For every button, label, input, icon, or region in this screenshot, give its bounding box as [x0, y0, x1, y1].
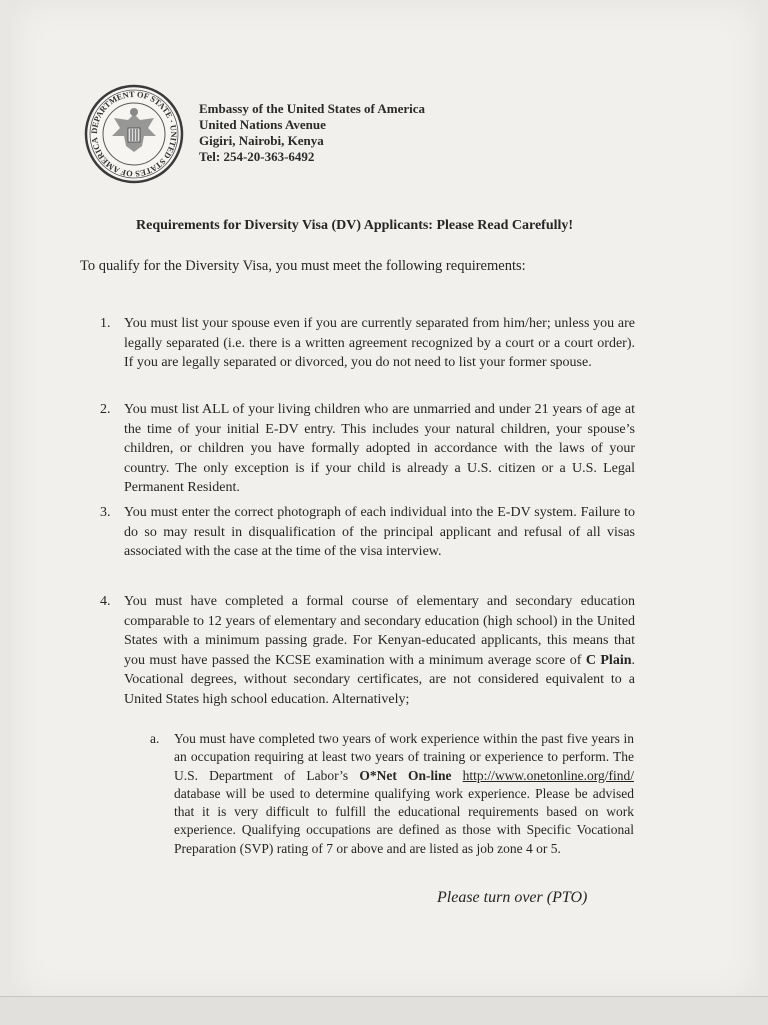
document-title: Requirements for Diversity Visa (DV) Applicants: Please Read Carefully!	[136, 218, 574, 233]
scan-bottom-edge	[0, 996, 768, 1025]
please-turn-over-note: Please turn over (PTO)	[437, 889, 588, 906]
requirement-4	[100, 592, 635, 709]
department-of-state-seal	[84, 84, 184, 184]
onet-link[interactable]: http://www.onetonline.org/find/	[462, 767, 635, 783]
requirement-1	[100, 314, 635, 373]
sub-item-text-part: You must have completed two years of work experience within the past five years in an occupation requiring at least two years of training or experience to perform. The U.S. Department of Labor’s	[174, 731, 634, 783]
requirement-text-part: You must have completed a formal course of elementary and secondary education comparable to 12 years of elementary and secondary education (high school) in the United States with a minimum passing grade. For Kenyan-educated applicants, this means that you must have passed the KCSE examination with a minimum average score of	[124, 594, 635, 668]
text-space	[451, 768, 462, 783]
svg-text:DEPARTMENT OF STATE · UNITED S: DEPARTMENT OF STATE · UNITED STATES OF AMERICA	[89, 89, 179, 179]
requirement-text: You must list your spouse even if you are currently separated from him/her; unless you are legally separated (i.e. there is a written agreement recognized by a court or a court order). If you are legally separated or divorced, you do not need to list your former spouse.	[124, 316, 635, 370]
requirement-text	[124, 592, 635, 709]
requirement-number: 3.	[100, 505, 111, 520]
requirement-4a	[150, 730, 634, 858]
requirement-2	[100, 400, 635, 498]
letterhead-line-4: Tel: 254-20-363-6492	[199, 149, 315, 164]
requirement-text: You must enter the correct photograph of each individual into the E-DV system. Failure to do so may result in disqualification of the principal applicant and refusal of all visas associated with the case at the time of the visa interview.	[124, 505, 635, 559]
requirement-number: 2.	[100, 402, 111, 417]
letterhead-line-3: Gigiri, Nairobi, Kenya	[199, 133, 324, 148]
sub-item-letter: a.	[150, 731, 160, 746]
requirement-number: 4.	[100, 594, 111, 609]
minimum-score: C Plain	[585, 652, 632, 668]
letterhead-line-2: United Nations Avenue	[199, 117, 326, 132]
sub-item-text-part: database will be used to determine qualifying work experience. Please be advised that it is very difficult to fulfill the educational requirements based on work experience. Qualifying occupations are defined as those with Specific Vocational Preparation (SVP) rating of 7 or above and are listed as job zone 4 or 5.	[174, 785, 634, 856]
letterhead-line-1: Embassy of the United States of America	[199, 101, 426, 116]
embassy-letterhead	[199, 101, 425, 165]
requirement-text-part: . Vocational degrees, without secondary certificates, are not considered equivalent to a United States high school education. Alternatively;	[124, 652, 635, 707]
requirement-3	[100, 503, 635, 562]
requirement-text: You must list ALL of your living children who are unmarried and under 21 years of age at the time of your initial E-DV entry. This includes your natural children, your spouse’s children, or children you have formally adopted in accordance with the laws of your country. The only exception is if your child is already a U.S. citizen or a U.S. Legal Permanent Resident.	[124, 402, 635, 495]
intro-text: To qualify for the Diversity Visa, you must meet the following requirements:	[80, 258, 526, 274]
sub-item-text	[174, 730, 634, 858]
requirement-number: 1.	[100, 316, 111, 331]
onet-online-name: O*Net On-line	[359, 767, 452, 783]
